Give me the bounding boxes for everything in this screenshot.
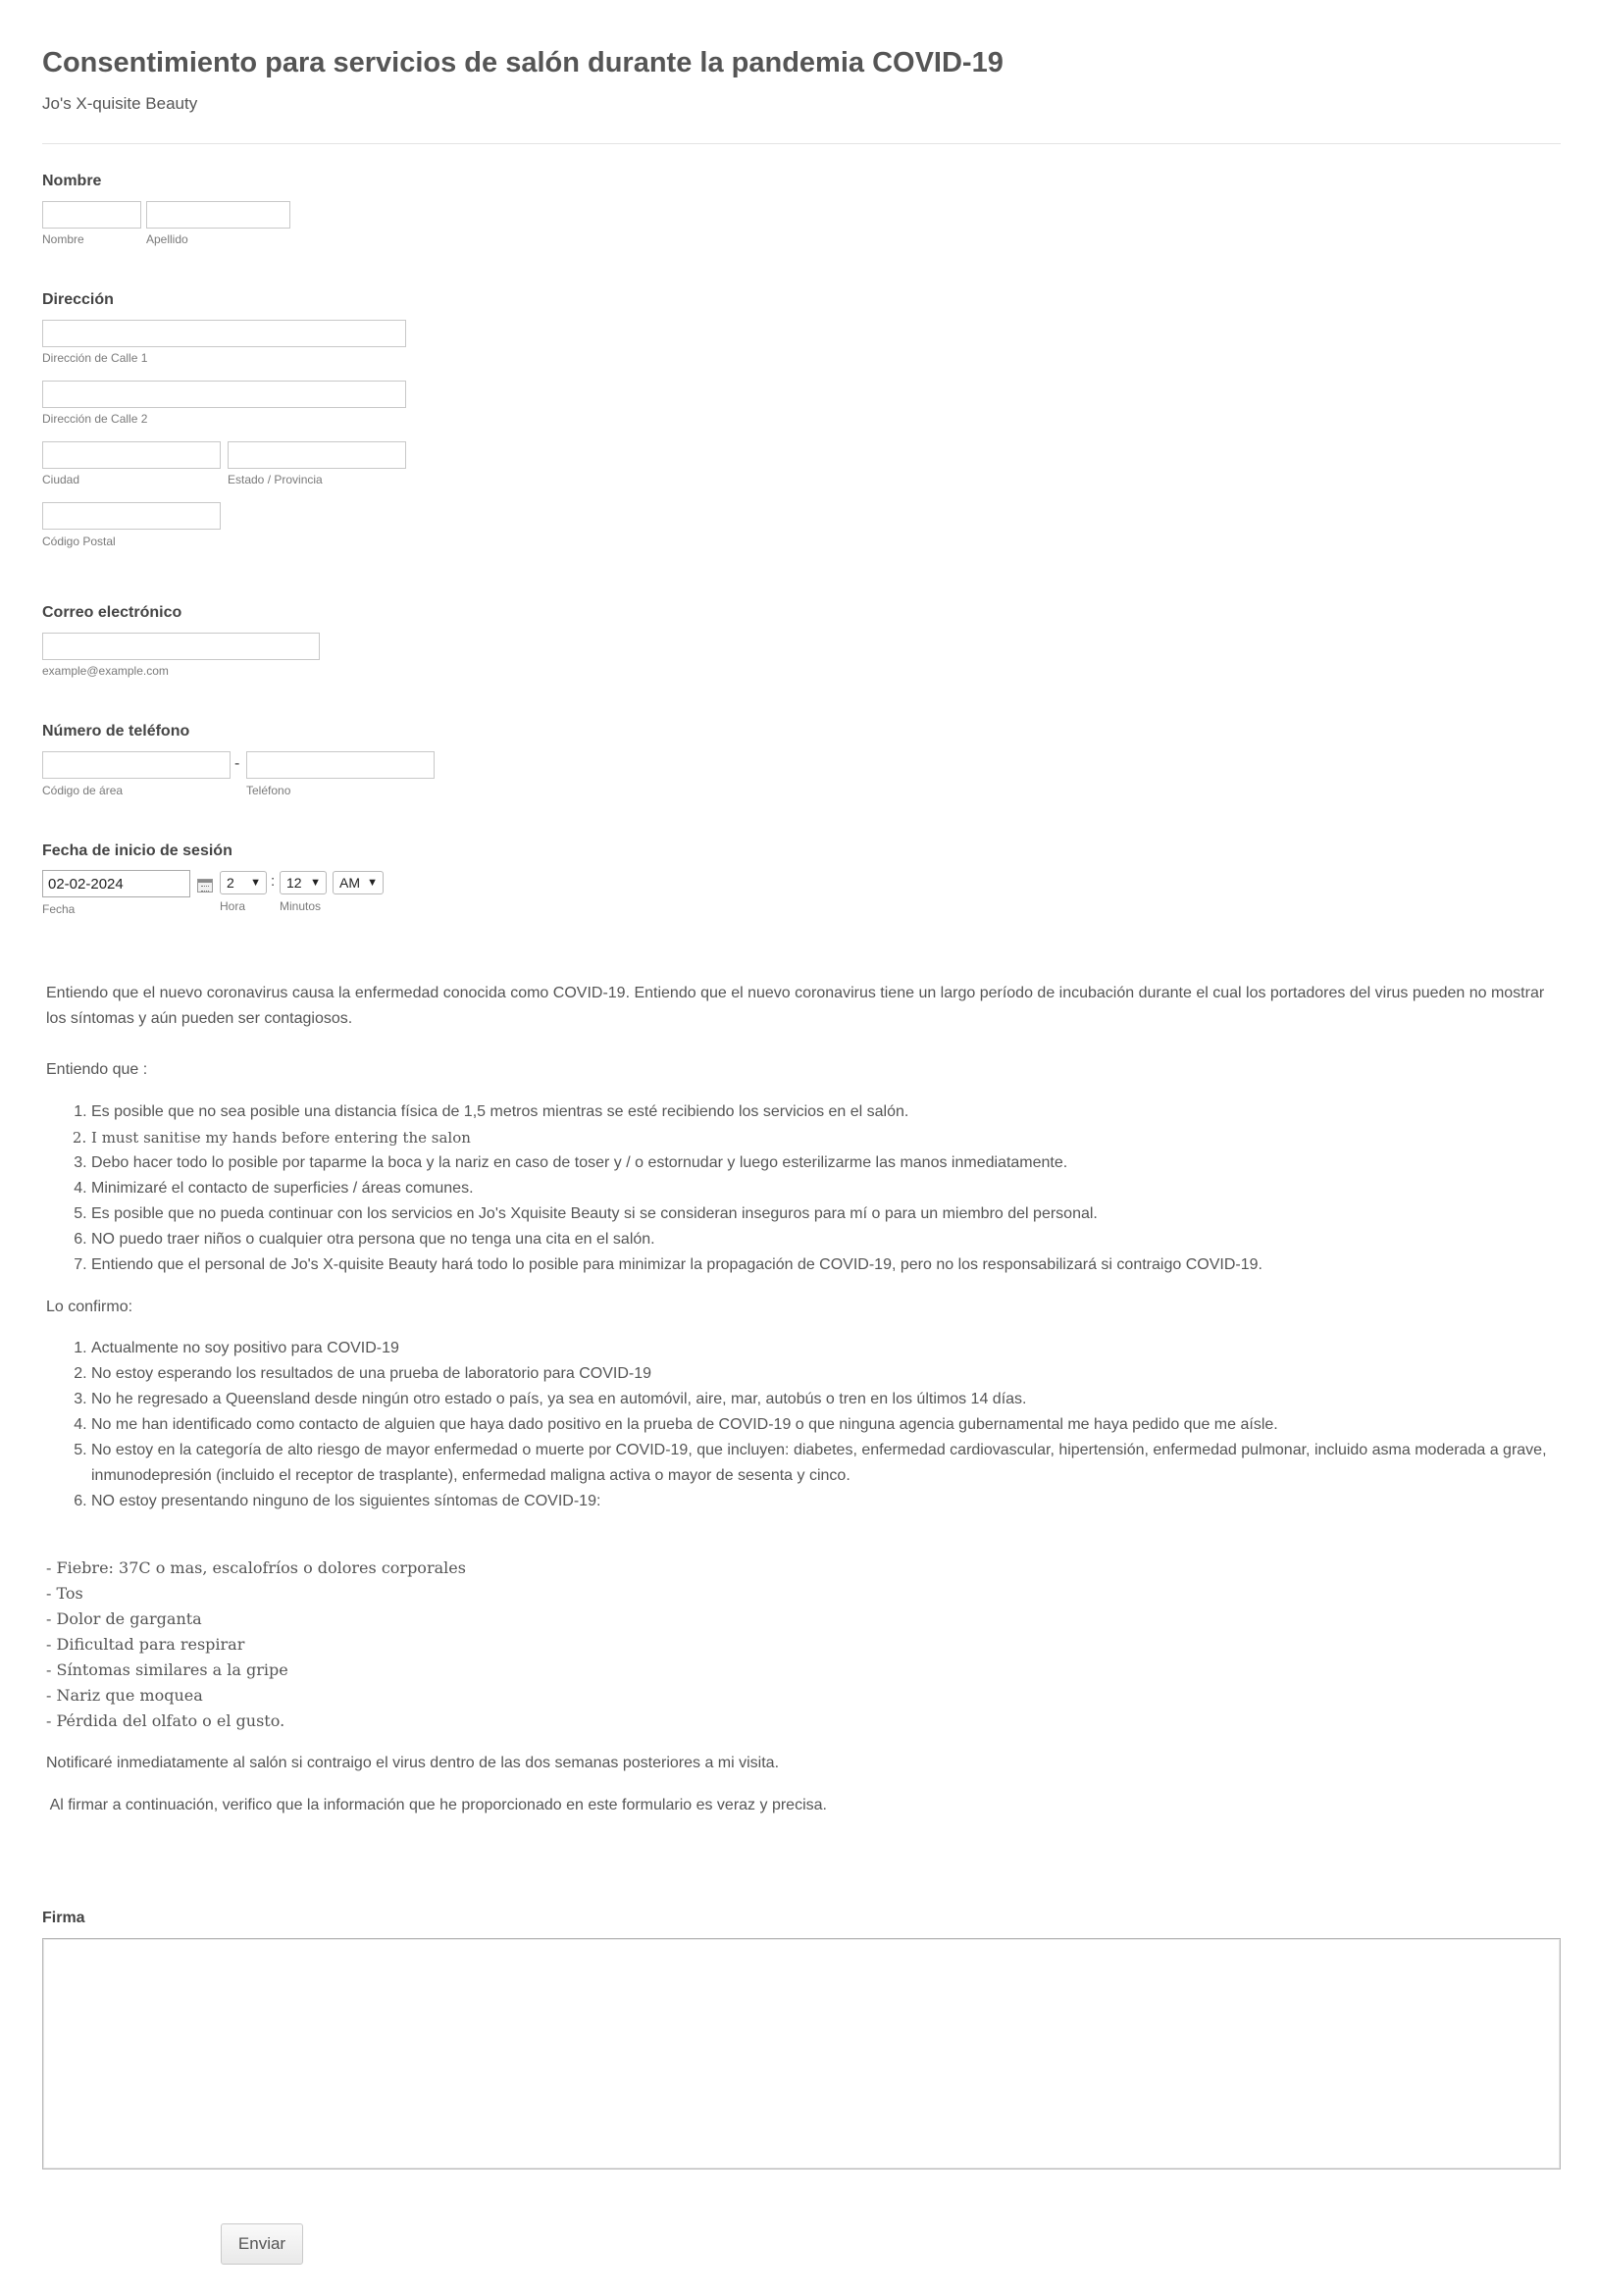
confirm-list xyxy=(46,1336,1562,1514)
address-label: Dirección xyxy=(42,291,114,308)
email-sublabel: example@example.com xyxy=(42,664,169,678)
session-start-label: Fecha de inicio de sesión xyxy=(42,842,232,859)
list-item: 5. No estoy en la categoría de alto riesgo de mayor enfermedad o muerte por COVID-19, que incluyen: diabetes, enfermedad cardiovascular, hipertensión, enfermedad pulmonar, incluido asma moderada a grave, inmunodepresión (incluido el receptor de trasplante), enfermedad maligna activa o mayor de sesenta y cinco. xyxy=(91,1438,1562,1489)
understand-heading: Entiendo que : xyxy=(46,1061,148,1078)
confirm-heading: Lo confirmo: xyxy=(46,1299,133,1315)
street2-input[interactable] xyxy=(42,381,406,408)
consent-intro: Entiendo que el nuevo coronavirus causa la enfermedad conocida como COVID-19. Entiendo que el nuevo coronavirus tiene un largo período de incubación durante el cual los portadores del virus pueden no mostrar los síntomas y aún pueden ser contagiosos. xyxy=(46,985,1545,1027)
date-input[interactable] xyxy=(42,870,190,897)
area-code-input[interactable] xyxy=(42,751,231,779)
list-item: 2. No estoy esperando los resultados de una prueba de laboratorio para COVID-19 xyxy=(91,1361,1562,1387)
signature-pad[interactable] xyxy=(42,1938,1561,2169)
minute-sublabel: Minutos xyxy=(280,899,322,913)
header-divider xyxy=(42,143,1561,144)
ampm-value: AM xyxy=(339,875,360,891)
chevron-down-icon: ▼ xyxy=(310,877,321,889)
first-name-sublabel: Nombre xyxy=(42,232,84,246)
list-item: 2. I must sanitise my hands before entering the salon xyxy=(91,1125,1562,1150)
name-label: Nombre xyxy=(42,173,102,189)
list-item: 3. Debo hacer todo lo posible por taparme la boca y la nariz en caso de toser y / o estornudar y luego esterilizarme las manos inmediatamente. xyxy=(91,1150,1562,1176)
chevron-down-icon: ▼ xyxy=(250,877,261,889)
symptom-item: - Nariz que moquea xyxy=(46,1686,203,1705)
list-item: 6. NO puedo traer niños o cualquier otra persona que no tenga una cita en el salón. xyxy=(91,1227,1562,1252)
symptom-item: - Fiebre: 37C o mas, escalofríos o dolores corporales xyxy=(46,1558,466,1577)
last-name-sublabel: Apellido xyxy=(146,232,188,246)
list-item: 6. NO estoy presentando ninguno de los siguientes síntomas de COVID-19: xyxy=(91,1489,1562,1514)
symptom-item: - Dolor de garganta xyxy=(46,1609,202,1628)
list-item: 5. Es posible que no pueda continuar con los servicios en Jo's Xquisite Beauty si se consideran inseguros para mí o para un miembro del personal. xyxy=(91,1201,1562,1227)
email-input[interactable] xyxy=(42,633,320,660)
chevron-down-icon: ▼ xyxy=(367,877,378,889)
submit-button[interactable]: Enviar xyxy=(221,2223,303,2265)
symptom-item: - Síntomas similares a la gripe xyxy=(46,1660,288,1679)
list-item: 1. Actualmente no soy positivo para COVID-19 xyxy=(91,1336,1562,1361)
minute-value: 12 xyxy=(286,875,302,891)
city-input[interactable] xyxy=(42,441,221,469)
email-label: Correo electrónico xyxy=(42,604,182,621)
list-item: 1. Es posible que no sea posible una distancia física de 1,5 metros mientras se esté recibiendo los servicios en el salón. xyxy=(91,1099,1562,1125)
verify-statement: Al firmar a continuación, verifico que la información que he proporcionado en este formulario es veraz y precisa. xyxy=(46,1797,827,1813)
calendar-icon[interactable] xyxy=(197,879,213,893)
symptom-item: - Dificultad para respirar xyxy=(46,1635,245,1654)
street2-sublabel: Dirección de Calle 2 xyxy=(42,412,148,426)
hour-sublabel: Hora xyxy=(220,899,246,913)
area-code-sublabel: Código de área xyxy=(42,784,124,797)
understand-list xyxy=(46,1099,1562,1278)
minute-select[interactable] xyxy=(280,871,327,894)
consent-text xyxy=(46,981,1562,1818)
form-subtitle: Jo's X-quisite Beauty xyxy=(42,94,198,113)
postal-code-sublabel: Código Postal xyxy=(42,535,116,548)
list-item: 3. No he regresado a Queensland desde ningún otro estado o país, ya sea en automóvil, aire, mar, autobús o tren en los últimos 14 días. xyxy=(91,1387,1562,1412)
phone-number-sublabel: Teléfono xyxy=(246,784,291,797)
symptom-list xyxy=(46,1556,1562,1734)
symptom-item: - Pérdida del olfato o el gusto. xyxy=(46,1711,285,1730)
signature-label: Firma xyxy=(42,1910,85,1926)
hour-select[interactable] xyxy=(220,871,267,894)
symptom-item: - Tos xyxy=(46,1584,83,1603)
first-name-input[interactable] xyxy=(42,201,141,229)
last-name-input[interactable] xyxy=(146,201,290,229)
state-input[interactable] xyxy=(228,441,406,469)
list-item: 4. Minimizaré el contacto de superficies / áreas comunes. xyxy=(91,1176,1562,1201)
phone-label: Número de teléfono xyxy=(42,723,190,740)
form-title: Consentimiento para servicios de salón durante la pandemia COVID-19 xyxy=(42,47,1004,78)
notify-statement: Notificaré inmediatamente al salón si contraigo el virus dentro de las dos semanas posteriores a mi visita. xyxy=(46,1755,780,1771)
ampm-select[interactable] xyxy=(333,871,384,894)
street1-input[interactable] xyxy=(42,320,406,347)
time-separator: : xyxy=(271,873,276,890)
state-sublabel: Estado / Provincia xyxy=(228,473,323,486)
street1-sublabel: Dirección de Calle 1 xyxy=(42,351,148,365)
postal-code-input[interactable] xyxy=(42,502,221,530)
phone-separator: - xyxy=(234,755,240,772)
city-sublabel: Ciudad xyxy=(42,473,80,486)
list-item: 4. No me han identificado como contacto de alguien que haya dado positivo en la prueba de COVID-19 o que ninguna agencia gubernamental me haya pedido que me aísle. xyxy=(91,1412,1562,1438)
list-item: 7. Entiendo que el personal de Jo's X-quisite Beauty hará todo lo posible para minimizar la propagación de COVID-19, pero no los responsabilizará si contraigo COVID-19. xyxy=(91,1252,1562,1278)
date-sublabel: Fecha xyxy=(42,902,76,916)
hour-value: 2 xyxy=(227,875,234,891)
phone-number-input[interactable] xyxy=(246,751,435,779)
